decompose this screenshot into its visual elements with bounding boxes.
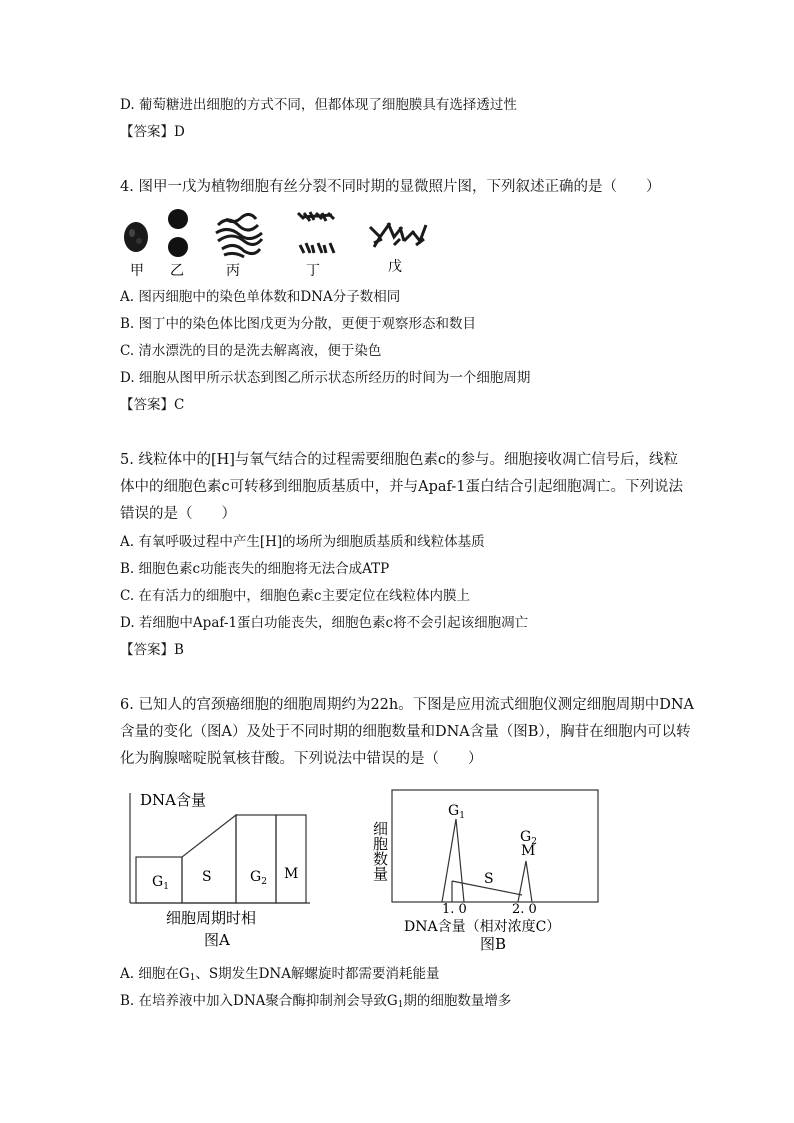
q5-option-b: B. 细胞色素c功能丧失的细胞将无法合成ATP xyxy=(120,561,390,577)
q6-option-b: B. 在培养液中加入DNA聚合酶抑制剂会导致$G_1$期的细胞数量增多 xyxy=(120,993,512,1010)
q6-stem-line-3: 化为胸腺嘧啶脱氧核苷酸。下列说法中错误的是（ ） xyxy=(120,751,483,767)
q4-option-b: B. 图丁中的染色体比图戊更为分散，更便于观察形态和数目 xyxy=(120,316,477,332)
q6-option-a: A. 细胞在$G_1$、S期发生DNA解螺旋时都需要消耗能量 xyxy=(120,966,440,983)
label-wu: 戊 xyxy=(388,259,402,275)
fig-b-xlabel: DNA含量（相对浓度C） xyxy=(404,919,561,935)
fig-b-tick-2: 2. 0 xyxy=(512,902,537,917)
q4-option-c: C. 清水漂洗的目的是洗去解离液，便于染色 xyxy=(120,343,382,359)
fig-a-caption: 图A xyxy=(204,931,230,949)
fig-a-g1-label: G xyxy=(152,874,164,890)
q4-stem: 4. 图甲一戊为植物细胞有丝分裂不同时期的显微照片图，下列叙述正确的是（ ） xyxy=(120,179,661,195)
label-ding: 丁 xyxy=(306,263,320,279)
q4-option-a: A. 图丙细胞中的染色单体数和DNA分子数相同 xyxy=(120,289,401,305)
q4-answer: 【答案】C xyxy=(120,397,185,413)
label-bing: 丙 xyxy=(226,263,240,279)
fig-a-g2-box xyxy=(236,815,276,903)
fig-a-g2-label: G xyxy=(250,869,262,885)
fig-b-caption: 图B xyxy=(480,935,507,953)
q3-option-d: D. 葡萄糖进出细胞的方式不同，但都体现了细胞膜具有选择透过性 xyxy=(120,97,517,113)
label-yi: 乙 xyxy=(170,263,184,279)
label-jia: 甲 xyxy=(130,263,144,279)
q4-option-d: D. 细胞从图甲所示状态到图乙所示状态所经历的时间为一个细胞周期 xyxy=(120,370,531,386)
q5-stem-line-1: 5. 线粒体中的[H]与氧气结合的过程需要细胞色素c的参与。细胞接收凋亡信号后，线粒 xyxy=(120,452,679,468)
q5-option-d: D. 若细胞中Apaf-1蛋白功能丧失，细胞色素c将不会引起该细胞凋亡 xyxy=(120,615,529,631)
q6-stem-line-2: 含量的变化（图A）及处于不同时期的细胞数量和DNA含量（图B），胸苷在细胞内可以转 xyxy=(120,724,691,740)
fig-b-g1-peak xyxy=(442,819,464,902)
q5-stem-line-3: 错误的是（ ） xyxy=(120,506,236,522)
fig-a-s-box xyxy=(182,815,236,903)
q4-micrograph-figure xyxy=(118,205,438,280)
q5-option-c: C. 在有活力的细胞中，细胞色素c主要定位在线粒体内膜上 xyxy=(120,588,470,604)
figure-a-dna-content-chart xyxy=(120,785,320,955)
fig-b-m-label: M xyxy=(521,843,536,859)
cell-wu-image xyxy=(370,223,426,247)
fig-b-s-label: S xyxy=(484,871,494,887)
fig-a-s-label: S xyxy=(202,869,212,885)
cell-jia-image xyxy=(124,222,148,252)
q5-option-a: A. 有氧呼吸过程中产生[H]的场所为细胞质基质和线粒体基质 xyxy=(120,534,485,550)
q5-answer: 【答案】B xyxy=(120,642,184,658)
svg-text:G2: $G_2$ xyxy=(250,869,267,887)
fig-b-ylabel: 细胞数量 xyxy=(371,821,389,881)
q5-stem-line-2: 体中的细胞色素c可转移到细胞质基质中，并与Apaf-1蛋白结合引起细胞凋亡。下列说法 xyxy=(120,479,683,495)
q3-answer: 【答案】D xyxy=(120,124,185,140)
fig-b-g1-label: G xyxy=(448,803,460,819)
svg-text:G1: $G_1$ xyxy=(152,874,169,892)
q6-stem-line-1: 6. 已知人的宫颈癌细胞的细胞周期约为22h。下图是应用流式细胞仪测定细胞周期中DNA xyxy=(120,697,695,713)
cell-ding-image xyxy=(298,212,334,253)
fig-b-g2-label: G xyxy=(520,829,532,845)
fig-a-m-label: M xyxy=(284,866,299,882)
fig-a-xlabel: 细胞周期时相 xyxy=(166,909,257,927)
cell-yi-image xyxy=(168,209,188,257)
cell-bing-image xyxy=(216,214,262,257)
fig-b-tick-1: 1. 0 xyxy=(442,902,467,917)
fig-a-ylabel: DNA含量 xyxy=(140,791,206,809)
fig-b-g2-peak xyxy=(518,861,532,902)
figure-b-cell-count-chart xyxy=(366,785,606,955)
svg-text:G1: $G_1$ xyxy=(448,803,465,821)
fig-a-m-box xyxy=(276,815,306,903)
svg-text:G2: $G_2$ xyxy=(520,829,537,847)
